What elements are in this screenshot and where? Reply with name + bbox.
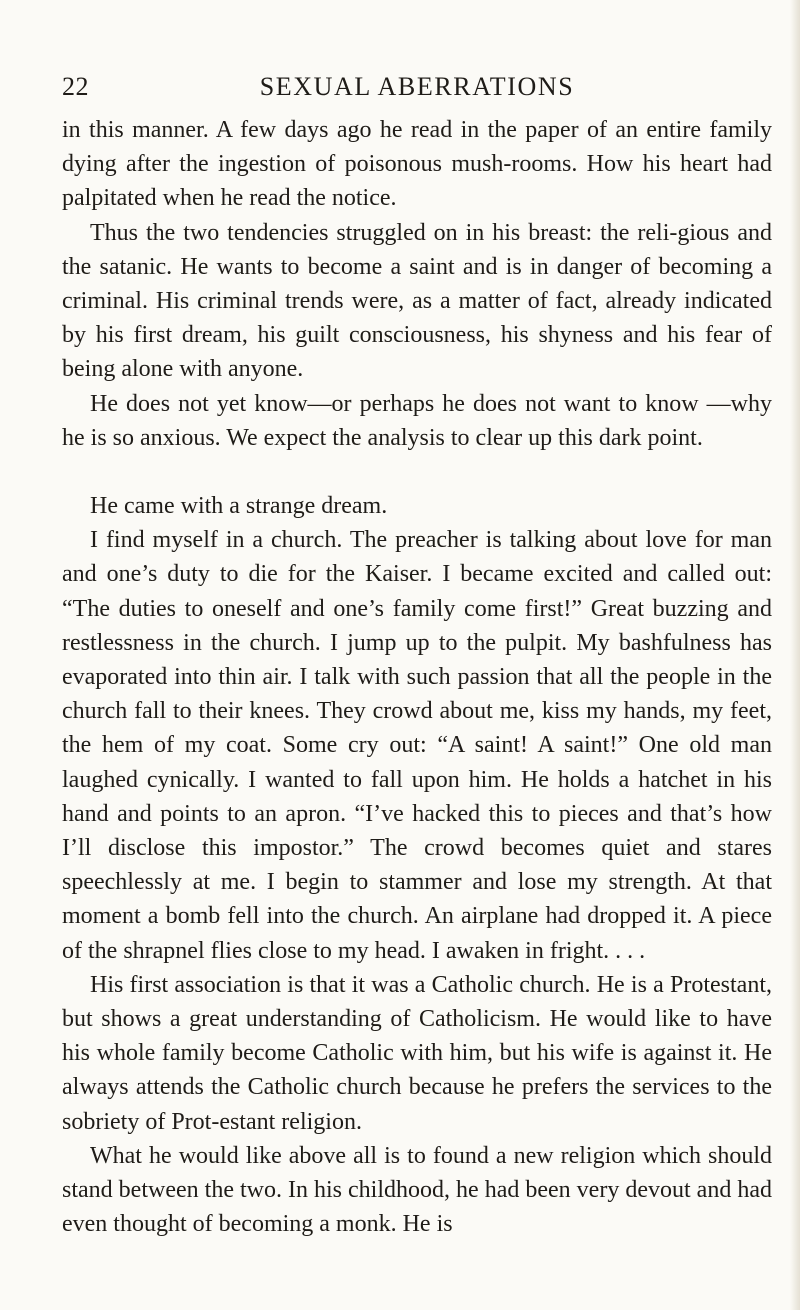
paragraph: What he would like above all is to found a new religion which should stand between the two. In his childhood, he had been very devout and had even thought of becoming a monk. He is bbox=[62, 1142, 772, 1238]
section-break bbox=[62, 455, 772, 489]
paragraph: His first association is that it was a Catholic church. He is a Protestant, but shows a great understanding of Catholicism. He would like to have his whole family become Catholic with him, but his wife is against it. He always attends the Catholic church because he prefers the services to the sobriety of Prot-estant religion. bbox=[62, 971, 772, 1135]
paragraph: Thus the two tendencies struggled on in his breast: the reli-gious and the satanic. He wants to become a saint and is in danger of becoming a criminal. His criminal trends were, as a matter of fact, already indicated by his first dream, his guilt consciousness, his shyness and his fear of being alone with anyone. bbox=[62, 219, 772, 383]
paragraph: He came with a strange dream. bbox=[90, 493, 388, 520]
dream-paragraph: I find myself in a church. The preacher is talking about love for man and one’s duty to die for the Kaiser. I became excited and called out: “The duties to oneself and one’s family come first!” Great buzzing and restlessness in the church. I jump up to the pulpit. My bashfulness has evaporated into thin air. I talk with such passion that all the people in the church fall to their knees. They crowd about me, kiss my hands, my feet, the hem of my coat. Some cry out: “A saint! A saint!” One old man laughed cynically. I wanted to fall upon him. He holds a hatchet in his hand and points to an apron. “I’ve hacked this to pieces and that’s how I’ll disclose this impostor.” The crowd becomes quiet and stares speechlessly at me. I begin to stammer and lose my strength. At that moment a bomb fell into the church. An airplane had dropped it. A piece of the shrapnel flies close to my head. I awaken in fright. . . . bbox=[62, 527, 772, 964]
body-text bbox=[62, 113, 772, 1242]
page-header bbox=[62, 72, 772, 108]
running-title: SEXUAL ABERRATIONS bbox=[259, 72, 575, 101]
page-edge-shadow bbox=[790, 0, 800, 1310]
paragraph: in this manner. A few days ago he read in the paper of an entire family dying after the ingestion of poisonous mush-rooms. How his heart had palpitated when he read the notice. bbox=[62, 117, 772, 212]
page-number: 22 bbox=[62, 72, 89, 101]
paragraph: He does not yet know—or perhaps he does not want to know —why he is so anxious. We expect the analysis to clear up this dark point. bbox=[62, 390, 772, 451]
